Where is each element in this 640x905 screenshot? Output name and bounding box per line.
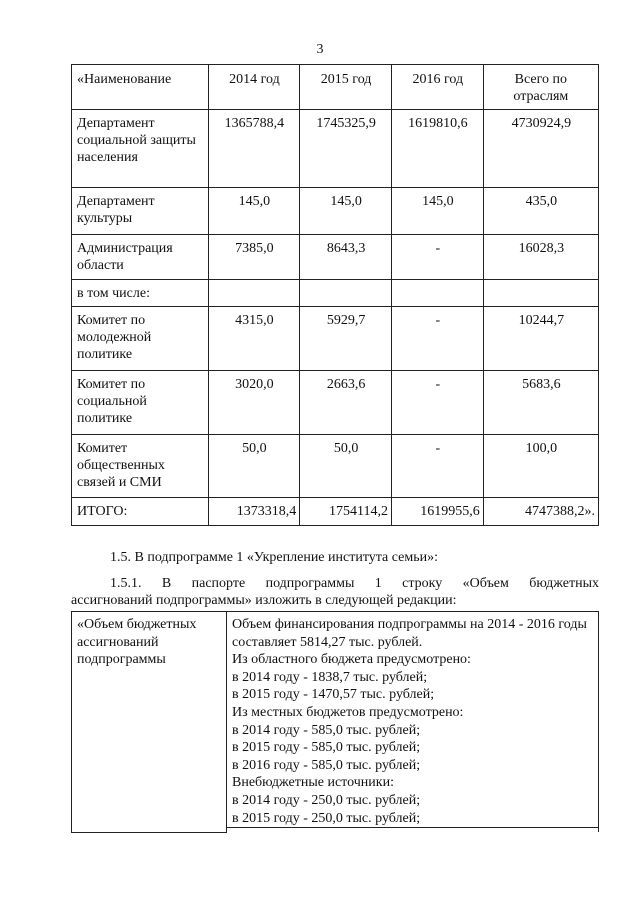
passport-line: в 2015 году - 250,0 тыс. рублей;: [232, 810, 421, 826]
row-2015: 145,0: [300, 188, 392, 235]
passport-line: в 2016 году - 585,0 тыс. рублей;: [232, 757, 421, 773]
row-2014: 1373318,4: [208, 498, 300, 526]
table-row: [72, 280, 599, 307]
row-name: Департамент социальной защиты населения: [72, 110, 209, 188]
row-name: Департамент культуры: [72, 188, 209, 235]
row-name: Комитет по социальной политике: [72, 371, 209, 435]
table-row: [72, 110, 599, 188]
row-2016: -: [391, 307, 483, 371]
passport-table: [71, 611, 599, 833]
passport-line: в 2015 году - 585,0 тыс. рублей;: [232, 740, 421, 756]
row-2015: 8643,3: [300, 235, 392, 280]
budget-table: [71, 64, 599, 526]
row-total: 100,0: [483, 435, 598, 498]
table-row: [72, 435, 599, 498]
table-row: [72, 235, 599, 280]
passport-label: «Объем бюджетных ассигнований подпрограммы: [72, 612, 227, 833]
row-2016: [391, 280, 483, 307]
passport-line: в 2015 году - 1470,57 тыс. рублей;: [232, 687, 435, 703]
paragraph-1-5-1-line-2: ассигнований подпрограммы» изложить в следующей редакции:: [71, 593, 457, 608]
row-2014: 3020,0: [208, 371, 300, 435]
paragraph-1-5-1-line-1: 1.5.1. В паспорте подпрограммы 1 строку «Объем бюджетных: [110, 576, 599, 591]
row-2015: 50,0: [300, 435, 392, 498]
row-2015: 1745325,9: [300, 110, 392, 188]
passport-row: [72, 612, 599, 833]
table-header-row: [72, 65, 599, 110]
row-2014: [208, 280, 300, 307]
passport-bottom-rule: [227, 827, 598, 828]
header-total: Всего по отраслям: [483, 65, 598, 110]
row-total: 435,0: [483, 188, 598, 235]
row-2016: -: [391, 235, 483, 280]
table-row: [72, 371, 599, 435]
row-name: Администрация области: [72, 235, 209, 280]
passport-line: в 2014 году - 250,0 тыс. рублей;: [232, 792, 421, 808]
row-2016: -: [391, 371, 483, 435]
paragraph-1-5-1: [71, 575, 599, 609]
passport-line: в 2014 году - 585,0 тыс. рублей;: [232, 722, 421, 738]
row-2015: 5929,7: [300, 307, 392, 371]
row-2016: -: [391, 435, 483, 498]
row-total: 10244,7: [483, 307, 598, 371]
header-2015: 2015 год: [300, 65, 392, 110]
passport-line: в 2014 году - 1838,7 тыс. рублей;: [232, 669, 428, 685]
row-2014: 1365788,4: [208, 110, 300, 188]
row-name: в том числе:: [72, 280, 209, 307]
row-name: Комитет общественных связей и СМИ: [72, 435, 209, 498]
row-total: [483, 280, 598, 307]
row-2014: 50,0: [208, 435, 300, 498]
row-2016: 1619955,6: [391, 498, 483, 526]
passport-line: Из местных бюджетов предусмотрено:: [232, 704, 464, 720]
row-name: Комитет по молодежной политике: [72, 307, 209, 371]
row-2014: 4315,0: [208, 307, 300, 371]
row-total: 4747388,2».: [483, 498, 598, 526]
row-total: 16028,3: [483, 235, 598, 280]
table-row: [72, 188, 599, 235]
row-2014: 7385,0: [208, 235, 300, 280]
passport-content: [227, 612, 599, 833]
table-row-total: [72, 498, 599, 526]
row-name: ИТОГО:: [72, 498, 209, 526]
passport-line: Объем финансирования подпрограммы на 2014 - 2016 годы составляет 5814,27 тыс. рублей.: [232, 617, 587, 650]
page-number: 3: [316, 42, 324, 57]
row-2016: 1619810,6: [391, 110, 483, 188]
row-total: 5683,6: [483, 371, 598, 435]
row-2016: 145,0: [391, 188, 483, 235]
row-2015: [300, 280, 392, 307]
passport-line: Внебюджетные источники:: [232, 775, 394, 791]
passport-line: Из областного бюджета предусмотрено:: [232, 652, 471, 668]
row-2015: 1754114,2: [300, 498, 392, 526]
row-total: 4730924,9: [483, 110, 598, 188]
table-row: [72, 307, 599, 371]
header-2016: 2016 год: [391, 65, 483, 110]
header-2014: 2014 год: [208, 65, 300, 110]
header-name: «Наименование: [72, 65, 209, 110]
paragraph-1-5: 1.5. В подпрограмме 1 «Укрепление института семьи»:: [110, 550, 438, 565]
row-2014: 145,0: [208, 188, 300, 235]
row-2015: 2663,6: [300, 371, 392, 435]
